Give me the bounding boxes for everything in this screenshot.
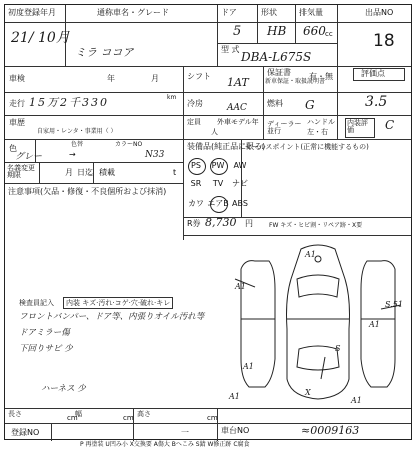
height-label: 高さ (137, 410, 151, 418)
type-label: 型 式 (221, 45, 240, 54)
inspector-note: ドアミラー傷 (19, 328, 70, 338)
reg-no-dash: 一 (181, 428, 189, 437)
title-change-day: 日迄 (77, 168, 93, 177)
damage-mark: X (305, 388, 311, 397)
warranty-label: 保証書 (267, 68, 291, 77)
doors-value: 5 (233, 24, 242, 39)
load-label: 積載 (99, 168, 115, 177)
cc-unit: cc (325, 30, 333, 38)
inspector-note: フロントバンパー、ドア等、内張りオイル汚れ等 (19, 312, 205, 322)
rule (263, 66, 264, 139)
equipment-navi: ナビ (232, 179, 248, 188)
damage-mark: A1 (229, 392, 240, 401)
displacement-label: 排気量 (299, 8, 323, 17)
airbag-circle (210, 196, 228, 213)
equipment-airbag: エアB (207, 199, 229, 208)
title-change-month: 月 (65, 168, 73, 177)
height-unit: cm (207, 414, 218, 422)
history-label: 車歴 (9, 118, 25, 127)
rule (183, 235, 411, 236)
dealer-label: ディーラー並行 (267, 120, 302, 135)
equipment-abs: ABS (232, 199, 248, 208)
equipment-sr: SR (190, 179, 202, 188)
tag-interior: 内装 (66, 299, 80, 307)
interior-label: 内装評価 (347, 119, 368, 134)
inspection-month-label: 月 (151, 74, 159, 83)
rule (295, 5, 296, 43)
handle-label: ハンドル (307, 118, 335, 126)
legend-strip: FW キズ・ヒビ割・リペア跡・X要 (269, 222, 363, 229)
chassis-value: ≈0009163 (301, 424, 360, 437)
equipment-aw: AW (233, 161, 247, 170)
rule (5, 408, 411, 409)
model-change-label: 外車モデル年 (217, 118, 259, 126)
ps-circle (188, 158, 206, 175)
color-value: グレー (15, 152, 43, 162)
notes-label: 注意事項(欠品・修復・不良個所および抹消) (8, 187, 167, 196)
type-code-value: DBA-L675S (241, 50, 312, 64)
inspector-note: ハーネス 少 (41, 384, 86, 394)
damage-mark: A1 (235, 282, 246, 291)
first-reg-label: 初度登録年月 (8, 8, 56, 17)
rule (337, 5, 338, 66)
color-no-label: カラーNO (115, 141, 143, 148)
damage-mark: A1 (243, 362, 254, 371)
fuel-label: 燃料 (267, 99, 283, 108)
length-label: 長さ (8, 410, 22, 418)
rule (217, 408, 218, 441)
handle-value: 左・右 (307, 128, 328, 136)
sales-label: セールスポイント(正常に機能するもの) (245, 143, 369, 151)
length-unit: cm (67, 414, 78, 422)
warranty-sub-label: 新車保証・取扱説明書 (265, 78, 326, 85)
recycle-value: 8,730 (205, 216, 237, 229)
rule (5, 162, 183, 163)
color-label: 色 (9, 144, 17, 153)
tag-tear: 破れ (140, 299, 155, 307)
rule (39, 162, 40, 183)
recycle-label: R券 (187, 219, 201, 228)
score-value: 3.5 (365, 94, 388, 110)
ac-value: AAC (227, 103, 247, 113)
fuel-value: G (305, 98, 315, 112)
rule (257, 5, 258, 43)
shift-value: 1AT (227, 76, 249, 89)
width-unit: cm (123, 414, 134, 422)
doors-label: ドア (221, 8, 237, 17)
reg-no-label: 登録NO (11, 428, 40, 437)
mileage-unit: km (167, 94, 177, 101)
shift-label: シフト (187, 72, 211, 81)
rule (93, 162, 94, 183)
rule (5, 66, 411, 67)
rule (5, 183, 183, 184)
tag-hole: 穴 (130, 299, 138, 307)
inspector-note: 下回りサビ 少 (19, 344, 73, 354)
rule (133, 408, 134, 441)
equipment-label: 装備品(純正品に限る) (187, 142, 266, 151)
tag-scratch: キズ (82, 299, 97, 307)
inspector-tags: 内装 キズ·汚れ·コゲ·穴·破れ·キレ (63, 297, 173, 309)
lot-no-label: 出品NO (365, 8, 394, 17)
rule (5, 115, 411, 116)
rule (337, 66, 338, 139)
damage-mark: A1 (351, 396, 362, 405)
shape-label: 形状 (261, 8, 277, 17)
damage-mark: S.51 (385, 300, 403, 309)
tag-cut: キレ (156, 299, 171, 307)
inspector-label: 検査員記入 (19, 299, 54, 307)
tag-burn: コゲ (114, 299, 129, 307)
color-no-value: N33 (145, 150, 165, 160)
history-sub-label: 自家用・レンタ・事業用（ ） (37, 128, 117, 135)
capacity-unit: 人 (211, 128, 218, 136)
warranty-value: 有・無 (309, 72, 333, 81)
car-damage-diagram (225, 239, 411, 407)
color-arrow: → (69, 150, 76, 159)
mileage-label: 走行 (9, 99, 25, 108)
rule (217, 43, 337, 44)
inspection-year-label: 年 (107, 74, 115, 83)
recycle-unit: 円 (245, 219, 253, 228)
damage-mark: A1 (305, 250, 316, 259)
equipment-leather: カワ (188, 199, 204, 208)
auction-sheet (4, 4, 412, 440)
displacement-value: 660 (303, 24, 326, 38)
capacity-label: 定員 (187, 118, 201, 126)
title-change-label: 名義変更期限 (7, 164, 35, 179)
rule (5, 139, 411, 140)
mileage-value: 15万2千330 (29, 96, 109, 109)
ac-label: 冷房 (187, 99, 203, 108)
model-name-value: ミラ ココア (75, 46, 134, 59)
damage-mark: A1 (369, 320, 380, 329)
rule (183, 66, 184, 240)
score-label: 評価点 (361, 69, 385, 78)
width-label: 幅 (75, 410, 82, 418)
bottom-legend: P 再塗装 U凹み小 X交換要 A傷大 Bへこみ S錆 W修正跡 C腐食 (80, 441, 250, 448)
tag-dirt: 汚れ (98, 299, 113, 307)
repaint-label: 色替 (71, 141, 84, 148)
equipment-tv: TV (212, 179, 224, 188)
rule (217, 5, 218, 66)
equipment-ps: PS (191, 161, 201, 170)
damage-mark: S (335, 344, 341, 353)
rule (51, 423, 52, 441)
first-reg-value: 21/ 10月 (11, 30, 70, 46)
chassis-label: 車台NO (221, 426, 250, 435)
model-name-label: 通称車名・グレード (97, 8, 169, 17)
pw-circle (210, 158, 228, 175)
inspection-label: 車検 (9, 74, 25, 83)
shape-value: HB (267, 24, 287, 38)
equipment-pw: PW (211, 161, 225, 170)
lot-no-value: 18 (373, 31, 395, 51)
rule (5, 92, 411, 93)
interior-value: C (385, 118, 395, 132)
load-unit: t (173, 168, 177, 177)
